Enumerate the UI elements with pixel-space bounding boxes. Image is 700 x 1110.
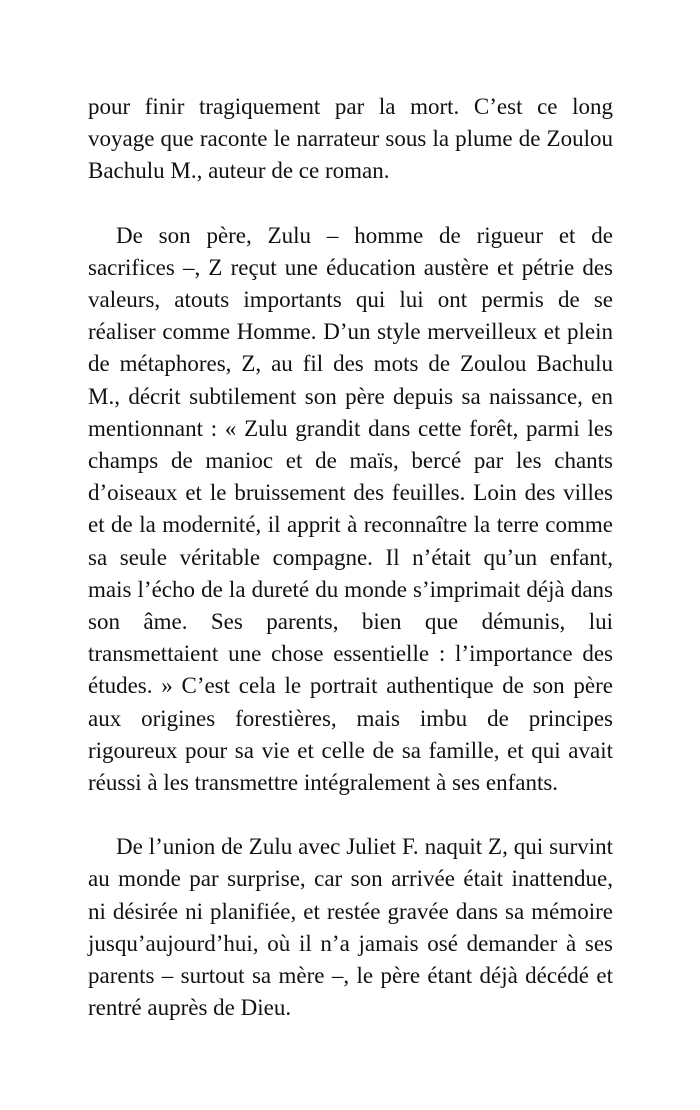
paragraph-gap xyxy=(88,188,613,220)
book-page xyxy=(88,91,613,1024)
paragraph-1: pour finir tragiquement par la mort. C’est ce long voyage que raconte le narrateur sous la plume de Zoulou Bachulu M., auteur de ce roman. xyxy=(88,94,613,184)
paragraph-2: De son père, Zulu – homme de rigueur et de sacrifices –, Z reçut une éducation austère et pétrie des valeurs, atouts importants qui lui ont permis de se réaliser comme Homme. D’un style merveilleux et plein de métaphores, Z, au fil des mots de Zoulou Bachulu M., décrit subtilement son père depuis sa naissance, en mentionnant : « Zulu grandit dans cette forêt, parmi les champs de manioc et de maïs, bercé par les chants d’oiseaux et le bruissement des feuilles. Loin des villes et de la modernité, il apprit à reconnaître la terre comme sa seule véritable compagne. Il n’était qu’un enfant, mais l’écho de la dureté du monde s’imprimait déjà dans son âme. Ses parents, bien que démunis, lui transmettaient une chose essentielle : l’importance des études. » C’est cela le portrait authentique de son père aux origines forestières, mais imbu de principes rigoureux pour sa vie et celle de sa famille, et qui avait réussi à les transmettre intégralement à ses enfants. xyxy=(88,222,613,796)
paragraph-3: De l’union de Zulu avec Juliet F. naquit Z, qui survint au monde par surprise, car son arrivée était inattendue, ni désirée ni planifiée, et restée gravée dans sa mémoire jusqu’aujourd’hui, où il n’a jamais osé demander à ses parents – surtout sa mère –, le père étant déjà décédé et rentré auprès de Dieu. xyxy=(88,834,613,1021)
paragraph-gap xyxy=(88,799,613,831)
